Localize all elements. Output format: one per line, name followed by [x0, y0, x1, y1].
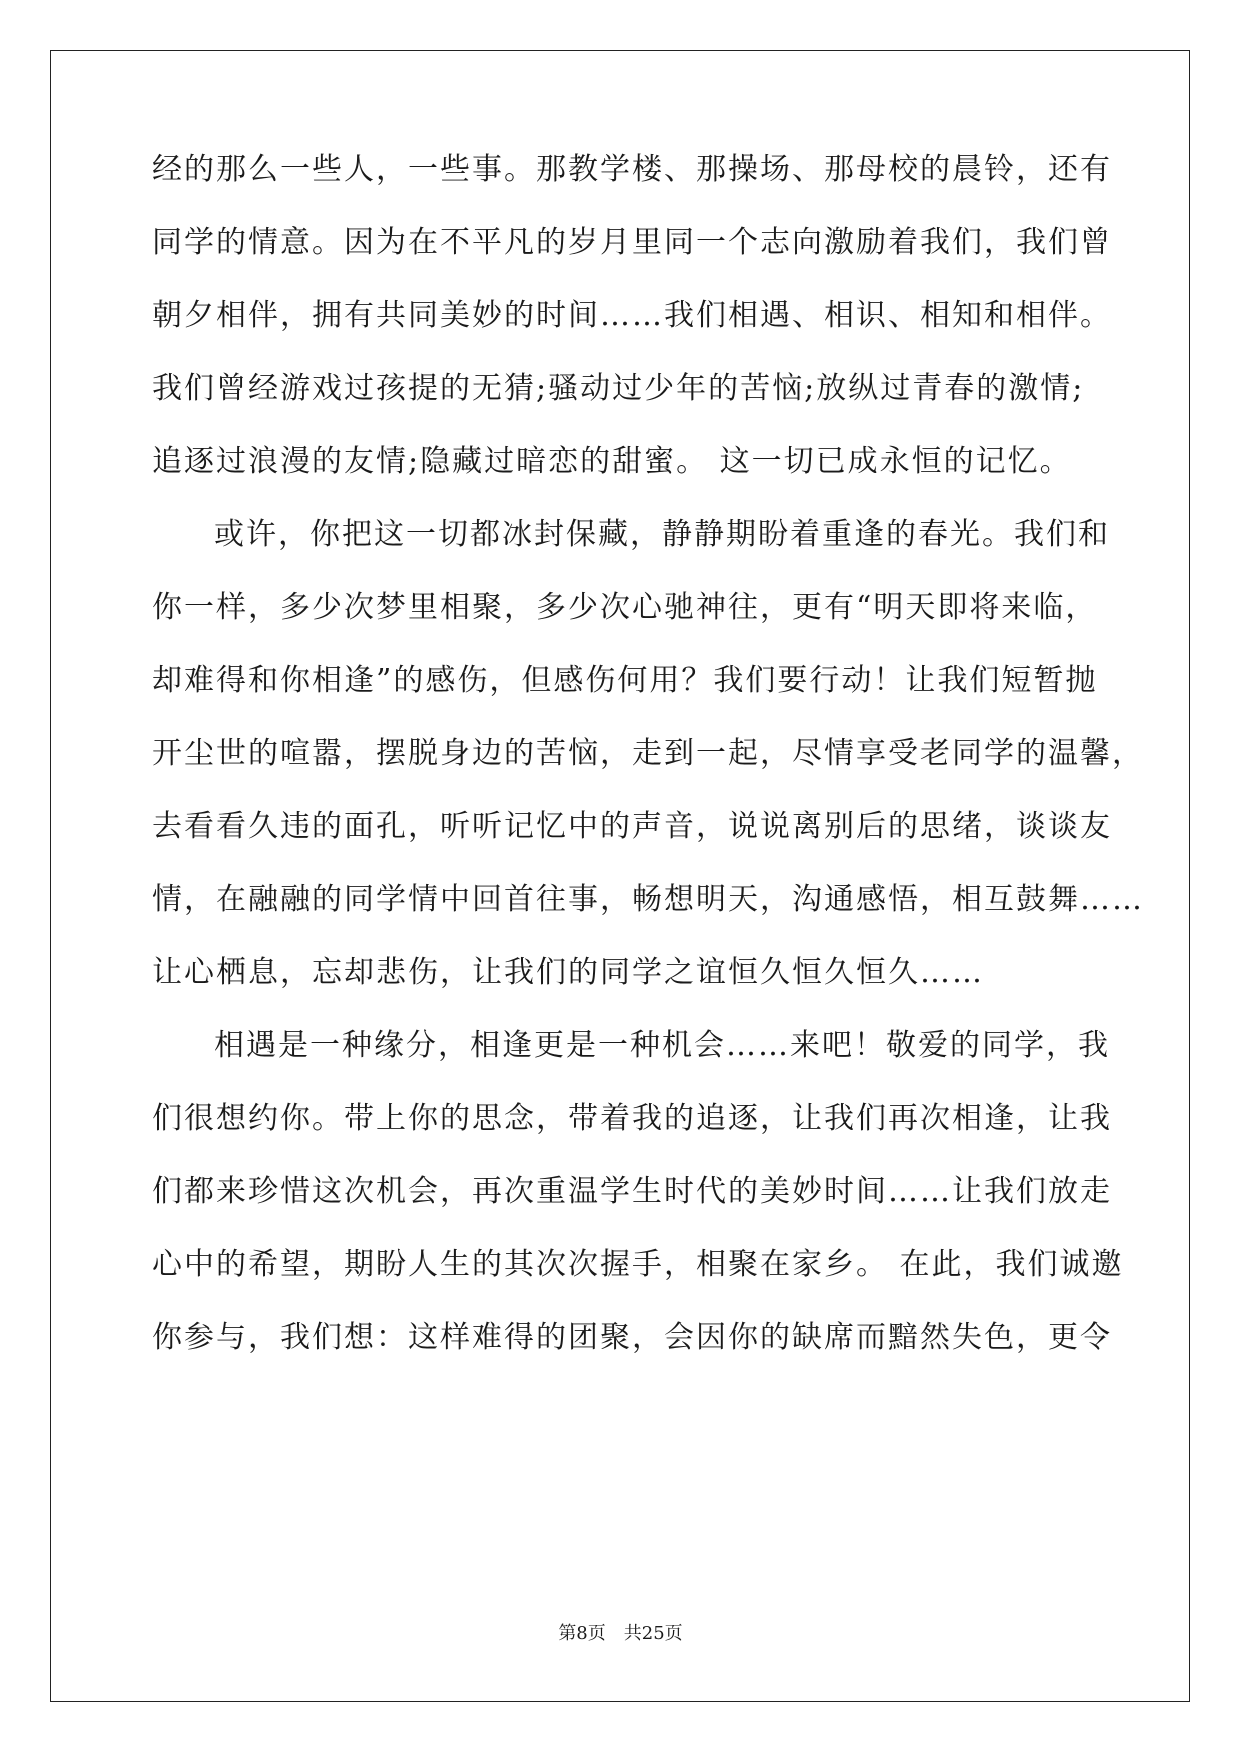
page-footer [0, 1622, 1241, 1646]
page-number: 第8页 [558, 1623, 606, 1644]
text-line: 却难得和你相逢”的感伤，但感伤何用？我们要行动！让我们短暂抛 [152, 663, 1098, 698]
text-line: 追逐过浪漫的友情;隐藏过暗恋的甜蜜。 这一切已成永恒的记忆。 [152, 444, 1072, 479]
text-line: 心中的希望，期盼人生的其次次握手，相聚在家乡。 在此，我们诚邀 [152, 1247, 1124, 1282]
text-line: 你一样，多少次梦里相聚，多少次心驰神往，更有“明天即将来临， [152, 590, 1098, 625]
page-total: 共25页 [623, 1623, 683, 1644]
text-line: 经的那么一些人，一些事。那教学楼、那操场、那母校的晨铃，还有 [152, 152, 1112, 187]
text-line: 去看看久违的面孔，听听记忆中的声音，说说离别后的思绪，谈谈友 [152, 809, 1112, 844]
text-line: 朝夕相伴，拥有共同美妙的时间……我们相遇、相识、相知和相伴。 [152, 298, 1112, 333]
text-line: 情，在融融的同学情中回首往事，畅想明天，沟通感悟，相互鼓舞…… [152, 882, 1144, 917]
text-line: 们都来珍惜这次机会，再次重温学生时代的美妙时间……让我们放走 [152, 1174, 1112, 1209]
paragraph-start-line: 相遇是一种缘分，相逢更是一种机会……来吧！敬爱的同学，我 [214, 1028, 1110, 1063]
text-line: 我们曾经游戏过孩提的无猜;骚动过少年的苦恼;放纵过青春的激情; [152, 371, 1085, 406]
text-line: 开尘世的喧嚣，摆脱身边的苦恼，走到一起，尽情享受老同学的温馨， [152, 736, 1144, 771]
text-line: 们很想约你。带上你的思念，带着我的追逐，让我们再次相逢，让我 [152, 1101, 1112, 1136]
text-line: 同学的情意。因为在不平凡的岁月里同一个志向激励着我们，我们曾 [152, 225, 1112, 260]
text-line: 让心栖息，忘却悲伤，让我们的同学之谊恒久恒久恒久…… [152, 955, 984, 990]
text-line: 你参与，我们想：这样难得的团聚，会因你的缺席而黯然失色，更令 [152, 1320, 1112, 1355]
paragraph-start-line: 或许，你把这一切都冰封保藏，静静期盼着重逢的春光。我们和 [214, 517, 1110, 552]
